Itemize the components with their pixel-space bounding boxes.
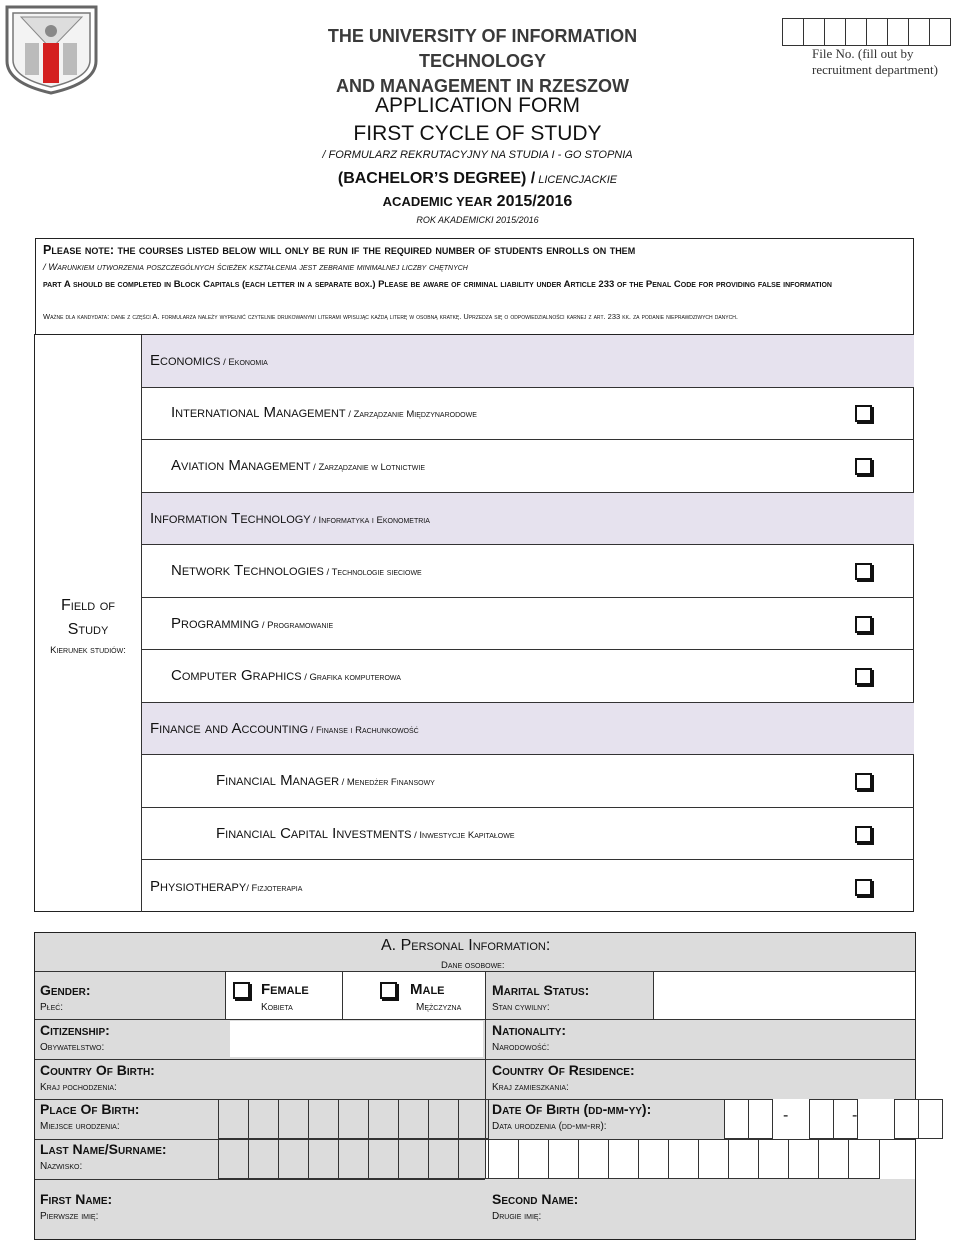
nationality-label: Nationality: Narodowość: [492,1022,567,1053]
option-financial-capital-investments: Financial Capital Investments / Inwestycje Kapitałowe [216,825,515,842]
notice-line1: Please note: the courses listed below will only be run if the required number of students enrolls on them [43,243,636,257]
personal-section-title-pl: Dane osobowe: [441,960,505,971]
marital-status-label: Marital Status: Stan cywilny: [492,982,590,1013]
academic-year-pl: ROK AKADEMICKI 2015/2016 [416,215,539,225]
degree-line: (BACHELOR’S DEGREE) / LICENCJACKIE [337,170,618,187]
option-financial-manager: Financial Manager / Menedżer Finansowy [216,772,435,789]
female-option: Female Kobieta [261,981,309,1013]
checkbox-financial-capital-investments[interactable] [855,826,872,843]
checkbox-computer-graphics[interactable] [855,668,872,685]
option-information-technology: Information Technology / Informatyka i Ekonometria [150,510,430,527]
checkbox-financial-manager[interactable] [855,773,872,790]
option-programming: Programming / Programowanie [171,615,334,632]
citizenship-input[interactable] [230,1021,483,1057]
checkbox-network-technologies[interactable] [855,563,872,580]
option-computer-graphics: Computer Graphics / Grafika komputerowa [171,667,401,684]
checkbox-female[interactable] [233,982,250,999]
notice-line2: part A should be completed in Block Capitals (each letter in a separate box.) Please be aware of criminal liability under Article 233 of the Penal Code for providing false information [43,279,832,290]
form-title: APPLICATION FORM [375,94,580,117]
option-finance-accounting: Finance and Accounting / Finanse i Rachunkowość [150,720,419,737]
date-separator: - [783,1107,789,1124]
date-separator: - [852,1107,858,1124]
second-name-label: Second Name: Drugie imię: [492,1191,579,1222]
notice-line2-pl: Ważne dla kandydata: dane z części A. formularza należy wypełnić czytelnie drukowanymi literami wpisując każdą literę w osobną kratkę. Uprzedza się o odpowiedzialności karnej z art. 233 kk. za podanie nieprawdziwych danych. [43,312,738,321]
notice-box [35,238,914,335]
personal-section-title: A. Personal Information: [381,937,551,954]
last-name-grid[interactable] [219,1139,880,1179]
option-physiotherapy: Physiotherapy/ Fizjoterapia [150,878,303,895]
last-name-label: Last Name/Surname: Nazwisko: [40,1141,167,1172]
place-of-birth-label: Place Of Birth: Miejsce urodzenia: [40,1101,140,1132]
marital-status-input[interactable] [654,972,914,1018]
checkbox-international-management[interactable] [855,405,872,422]
country-of-residence-label: Country Of Residence: Kraj zamieszkania: [492,1062,635,1093]
first-name-label: First Name: Pierwsze imię: [40,1191,113,1222]
option-economics: Economics / Ekonomia [150,352,268,369]
date-of-birth-grid[interactable] [725,1099,943,1139]
university-logo [3,3,100,95]
file-number-label: File No. (fill out by recruitment department) [812,46,938,77]
checkbox-aviation-management[interactable] [855,458,872,475]
field-of-study-label: Field of Study Kierunek studiów: [50,597,126,656]
citizenship-label: Citizenship: Obywatelstwo: [40,1022,110,1053]
option-international-management: International Management / Zarządzanie Międzynarodowe [171,404,477,421]
place-of-birth-grid[interactable] [219,1099,489,1139]
form-subtitle-pl: / FORMULARZ REKRUTACYJNY NA STUDIA I - GO STOPNIA [322,149,633,161]
gender-label: Gender: Płeć: [40,982,91,1013]
checkbox-male[interactable] [380,982,397,999]
notice-line1-pl: / Warunkiem utworzenia poszczególnych ścieżek kształcenia jest zebranie minimalnej liczby chętnych [43,262,468,273]
checkbox-programming[interactable] [855,616,872,633]
file-number-grid[interactable] [783,18,951,46]
male-option: Male Mężczyzna [410,981,462,1013]
personal-information-section [34,932,916,1240]
academic-year: ACADEMIC YEAR 2015/2016 [382,193,573,210]
country-of-birth-label: Country Of Birth: Kraj pochodzenia: [40,1062,155,1093]
form-subtitle: FIRST CYCLE OF STUDY [353,122,602,145]
university-name: THE UNIVERSITY OF INFORMATION TECHNOLOGY AND MANAGEMENT IN RZESZOW [327,26,638,96]
field-of-study-table [34,334,914,912]
option-network-technologies: Network Technologies / Technologie sieciowe [171,562,422,579]
checkbox-physiotherapy[interactable] [855,879,872,896]
option-aviation-management: Aviation Management / Zarządzanie w Lotnictwie [171,457,426,474]
date-of-birth-label: Date Of Birth (dd-mm-yy): Data urodzenia (dd-mm-rr): [492,1101,652,1132]
